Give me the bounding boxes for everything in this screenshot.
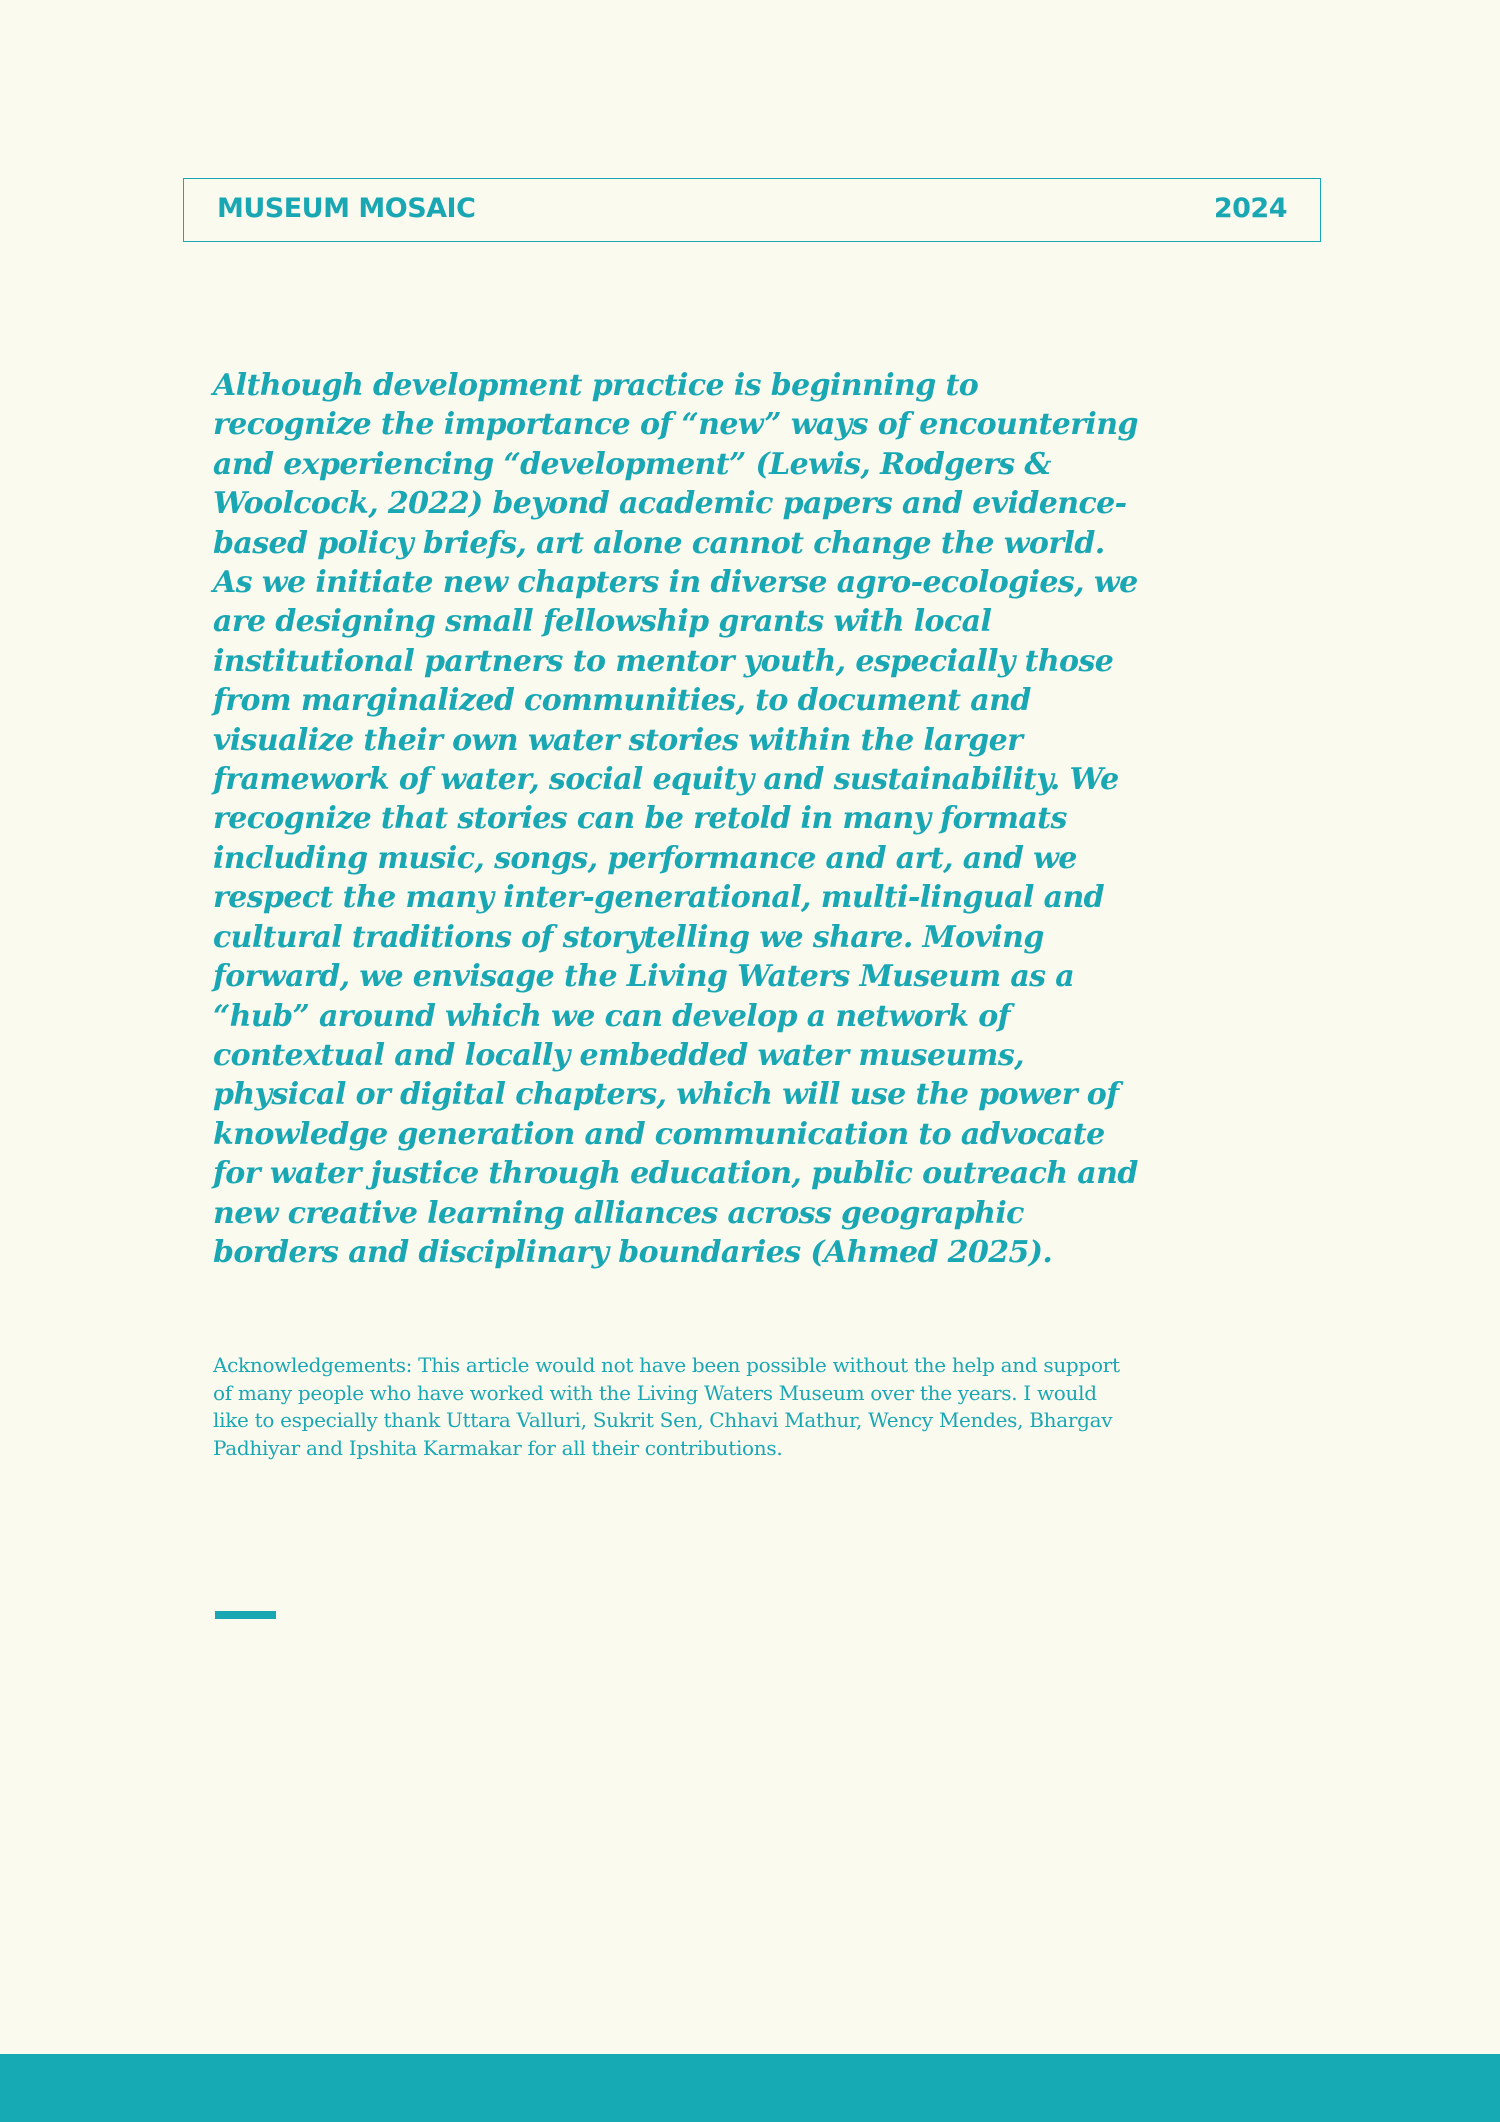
publication-year: 2024	[1213, 193, 1287, 224]
footer-bar	[0, 2054, 1500, 2122]
acknowledgements-paragraph: Acknowledgements: This article would not have been possible without the help and support of many people who have worked with the Living Waters Museum over the years. I would like to especially thank Uttara Valluri, Sukrit Sen, Chhavi Mathur, Wency Mendes, Bhargav Padhiyar and Ipshita Karmakar for all their contributions.	[213, 1353, 1120, 1460]
page-header	[183, 178, 1321, 242]
section-end-mark	[215, 1611, 276, 1619]
publication-title: MUSEUM MOSAIC	[217, 193, 476, 224]
main-paragraph: Although development practice is beginning to recognize the importance of “new” ways of encountering and experiencing “development” (Lewis, Rodgers & Woolcock, 2022) beyond academic papers and evidence-based policy briefs, art alone cannot change the world. As we initiate new chapters in diverse agro-ecologies, we are designing small fellowship grants with local institutional partners to mentor youth, especially those from marginalized communities, to document and visualize their own water stories within the larger framework of water, social equity and sustainability. We recognize that stories can be retold in many formats including music, songs, performance and art, and we respect the many inter-generational, multi-lingual and cultural traditions of storytelling we share. Moving forward, we envisage the Living Waters Museum as a “hub” around which we can develop a network of contextual and locally embedded water museums, physical or digital chapters, which will use the power of knowledge generation and communication to advocate for water justice through education, public outreach and new creative learning alliances across geographic borders and disciplinary boundaries (Ahmed 2025).	[213, 368, 1138, 1270]
